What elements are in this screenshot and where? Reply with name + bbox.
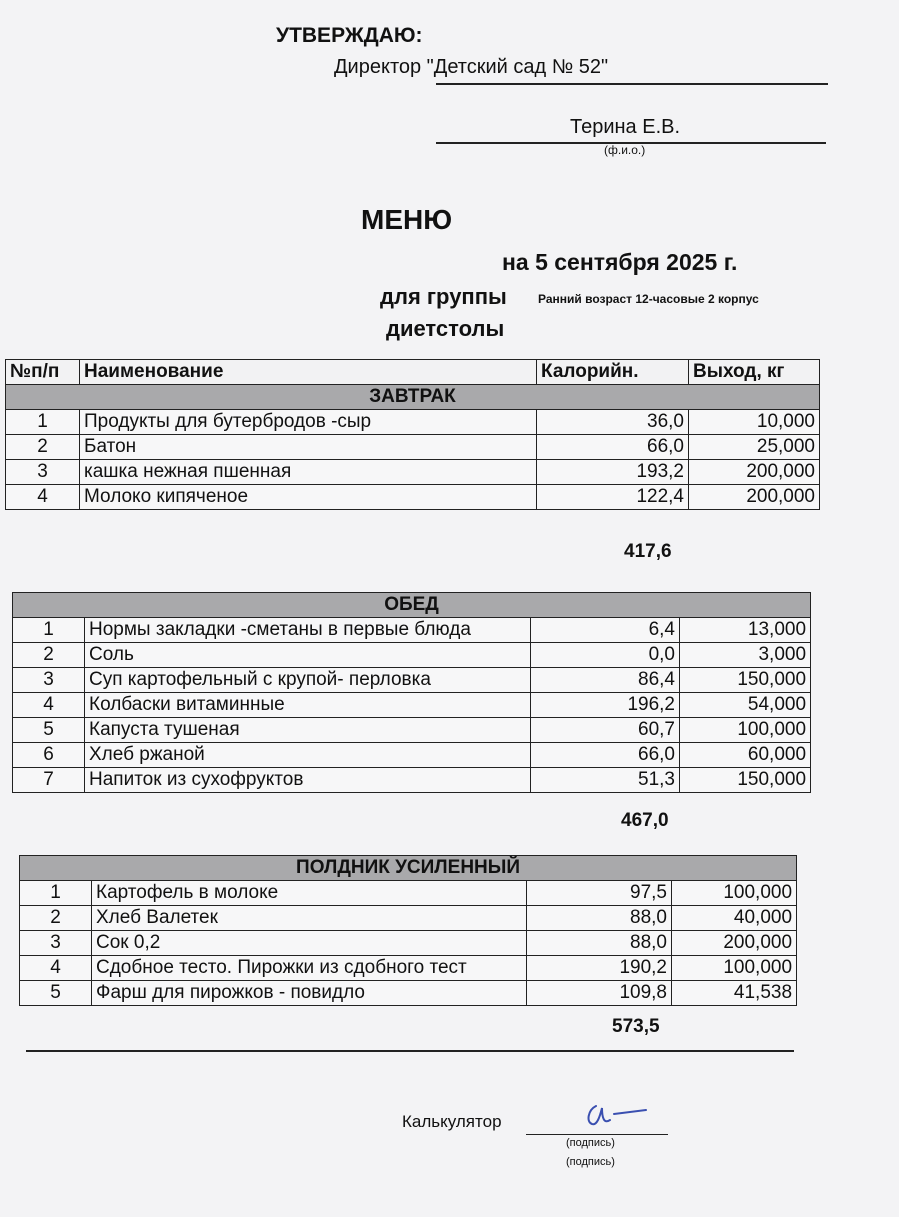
position-underline bbox=[436, 83, 828, 85]
approver-name: Терина Е.В. bbox=[570, 116, 681, 138]
row-output: 25,000 bbox=[689, 435, 820, 460]
row-num: 2 bbox=[6, 435, 80, 460]
row-output: 100,000 bbox=[672, 881, 797, 906]
table-header-row bbox=[6, 360, 820, 385]
row-num: 4 bbox=[6, 485, 80, 510]
approval-position: Директор "Детский сад № 52" bbox=[334, 56, 609, 78]
table-row bbox=[6, 460, 820, 485]
breakfast-total: 417,6 bbox=[624, 541, 672, 562]
row-num: 2 bbox=[13, 643, 85, 668]
row-output: 200,000 bbox=[689, 485, 820, 510]
row-name: Фарш для пирожков - повидло bbox=[92, 981, 527, 1006]
row-calories: 196,2 bbox=[531, 693, 680, 718]
row-num: 5 bbox=[20, 981, 92, 1006]
row-name: Колбаски витаминные bbox=[85, 693, 531, 718]
table-row bbox=[13, 618, 811, 643]
header-calories: Калорийн. bbox=[537, 360, 689, 385]
row-name: Хлеб Валетек bbox=[92, 906, 527, 931]
name-caption: (ф.и.о.) bbox=[604, 143, 646, 157]
row-num: 4 bbox=[13, 693, 85, 718]
signature-caption: (подпись) bbox=[566, 1137, 615, 1149]
signature-caption-repeat: (подпись) bbox=[566, 1156, 615, 1168]
table-row bbox=[13, 693, 811, 718]
row-output: 100,000 bbox=[680, 718, 811, 743]
header-name: Наименование bbox=[80, 360, 537, 385]
row-name: Хлеб ржаной bbox=[85, 743, 531, 768]
row-num: 1 bbox=[20, 881, 92, 906]
table-row bbox=[20, 881, 797, 906]
breakfast-table bbox=[5, 359, 820, 510]
row-output: 150,000 bbox=[680, 768, 811, 793]
row-num: 5 bbox=[13, 718, 85, 743]
row-num: 3 bbox=[13, 668, 85, 693]
row-output: 3,000 bbox=[680, 643, 811, 668]
row-output: 60,000 bbox=[680, 743, 811, 768]
row-calories: 36,0 bbox=[537, 410, 689, 435]
row-calories: 193,2 bbox=[537, 460, 689, 485]
row-calories: 190,2 bbox=[527, 956, 672, 981]
header-num: №п/п bbox=[6, 360, 80, 385]
table-row bbox=[6, 435, 820, 460]
row-name: Батон bbox=[80, 435, 537, 460]
snack-total: 573,5 bbox=[612, 1016, 660, 1037]
row-calories: 88,0 bbox=[527, 931, 672, 956]
row-output: 200,000 bbox=[689, 460, 820, 485]
footer-divider bbox=[26, 1050, 794, 1052]
row-name: Продукты для бутербродов -сыр bbox=[80, 410, 537, 435]
table-row bbox=[20, 981, 797, 1006]
section-title-snack: ПОЛДНИК УСИЛЕННЫЙ bbox=[20, 856, 797, 881]
row-name: Напиток из сухофруктов bbox=[85, 768, 531, 793]
row-output: 40,000 bbox=[672, 906, 797, 931]
row-output: 10,000 bbox=[689, 410, 820, 435]
row-output: 54,000 bbox=[680, 693, 811, 718]
table-row bbox=[20, 906, 797, 931]
calculator-label: Калькулятор bbox=[402, 1112, 502, 1131]
lunch-total: 467,0 bbox=[621, 810, 669, 831]
snack-table bbox=[19, 855, 797, 1006]
row-calories: 51,3 bbox=[531, 768, 680, 793]
row-num: 3 bbox=[20, 931, 92, 956]
diet-label: диетстолы bbox=[386, 316, 505, 341]
row-calories: 97,5 bbox=[527, 881, 672, 906]
group-value: Ранний возраст 12-часовые 2 корпус bbox=[538, 292, 759, 306]
row-name: Сдобное тесто. Пирожки из сдобного тест bbox=[92, 956, 527, 981]
row-output: 41,538 bbox=[672, 981, 797, 1006]
signature-image bbox=[580, 1096, 654, 1130]
row-name: Сок 0,2 bbox=[92, 931, 527, 956]
row-num: 3 bbox=[6, 460, 80, 485]
row-num: 2 bbox=[20, 906, 92, 931]
row-name: Суп картофельный с крупой- перловка bbox=[85, 668, 531, 693]
approval-heading: УТВЕРЖДАЮ: bbox=[276, 24, 423, 47]
row-name: Капуста тушеная bbox=[85, 718, 531, 743]
table-row bbox=[13, 718, 811, 743]
section-title-breakfast: ЗАВТРАК bbox=[6, 385, 820, 410]
row-calories: 66,0 bbox=[537, 435, 689, 460]
row-calories: 122,4 bbox=[537, 485, 689, 510]
table-row bbox=[13, 643, 811, 668]
row-output: 13,000 bbox=[680, 618, 811, 643]
row-calories: 0,0 bbox=[531, 643, 680, 668]
row-calories: 6,4 bbox=[531, 618, 680, 643]
signature-underline bbox=[526, 1134, 668, 1135]
table-row bbox=[13, 743, 811, 768]
table-row bbox=[20, 956, 797, 981]
row-num: 6 bbox=[13, 743, 85, 768]
row-name: Нормы закладки -сметаны в первые блюда bbox=[85, 618, 531, 643]
row-calories: 86,4 bbox=[531, 668, 680, 693]
row-output: 200,000 bbox=[672, 931, 797, 956]
row-output: 150,000 bbox=[680, 668, 811, 693]
table-row bbox=[13, 668, 811, 693]
row-calories: 88,0 bbox=[527, 906, 672, 931]
row-name: кашка нежная пшенная bbox=[80, 460, 537, 485]
row-calories: 66,0 bbox=[531, 743, 680, 768]
row-calories: 109,8 bbox=[527, 981, 672, 1006]
group-label: для группы bbox=[380, 284, 507, 309]
table-row bbox=[20, 931, 797, 956]
table-row bbox=[6, 485, 820, 510]
row-output: 100,000 bbox=[672, 956, 797, 981]
row-num: 4 bbox=[20, 956, 92, 981]
row-calories: 60,7 bbox=[531, 718, 680, 743]
row-name: Молоко кипяченое bbox=[80, 485, 537, 510]
row-name: Картофель в молоке bbox=[92, 881, 527, 906]
row-name: Соль bbox=[85, 643, 531, 668]
page-title: МЕНЮ bbox=[361, 204, 453, 235]
table-row bbox=[6, 410, 820, 435]
row-num: 7 bbox=[13, 768, 85, 793]
table-row bbox=[13, 768, 811, 793]
header-output: Выход, кг bbox=[689, 360, 820, 385]
menu-date: на 5 сентября 2025 г. bbox=[502, 249, 738, 275]
row-num: 1 bbox=[6, 410, 80, 435]
row-num: 1 bbox=[13, 618, 85, 643]
section-title-lunch: ОБЕД bbox=[13, 593, 811, 618]
lunch-table bbox=[12, 592, 811, 793]
